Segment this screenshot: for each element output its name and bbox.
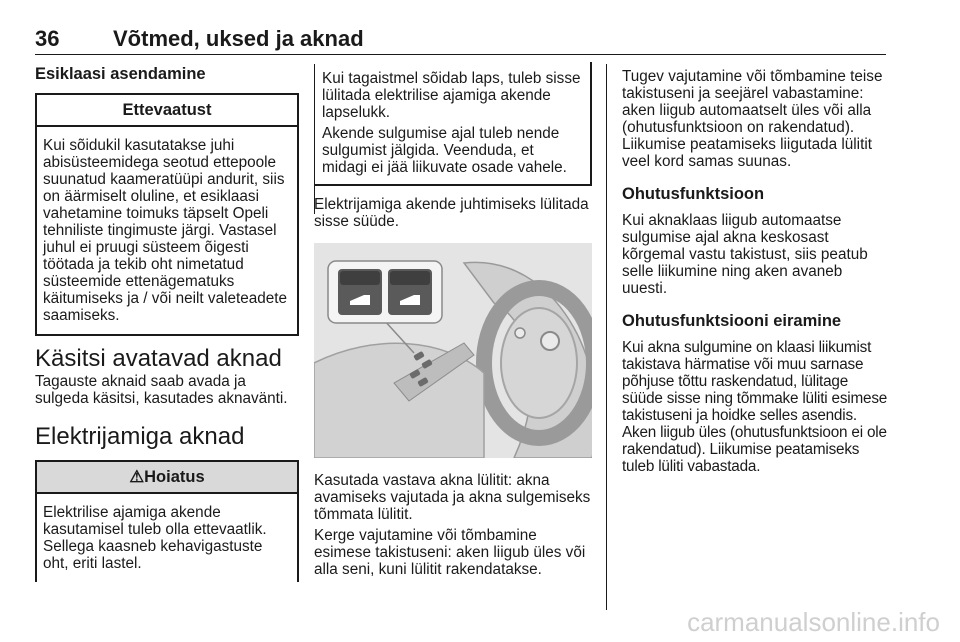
safety-function-heading: Ohutusfunktsioon [622,185,765,203]
power-windows-heading: Elektrijamiga aknad [35,423,245,450]
window-switch-image [314,243,592,458]
manual-windows-text: Tagauste aknaid saab avada ja sulgeda käsitsi, kasutades aknavänti. [35,373,288,407]
column-3 [622,68,890,475]
column-1 [35,62,299,582]
caution-title: Ettevaatust [37,95,297,127]
warning-triangle-icon: ⚠ [129,468,145,486]
override-text: Kui akna sulgumine on klaasi liikumist takistava härmatise või muu sarnase põhjuse tõttu raskendatud, lülitage süüde sisse ning tõmmake lüliti esimese takistuseni ja hoidke selles asendis. Aken liigub üles (ohutusfunktsioon ei ole rakendatud). Liikumise peatamiseks tuleb lüliti vabastada. [622,339,888,475]
child-lock-box [314,62,592,186]
safety-function-text: Kui aknaklaas liigub automaatse sulgumise ajal akna keskosast kõrgemal vastu takistust, siis peatub selle liikumine ning aken avaneb uuesti. [622,212,868,297]
child-lock-text: Kui tagaistmel sõidab laps, tuleb sisse lülitada elektrilise ajamiga akende lapselukk. [322,70,581,121]
switch-usage-text: Kasutada vastava akna lülitit: akna avamiseks vajutada ja akna sulgemiseks tõmmata lülitit. [314,472,591,523]
warning-title: Hoiatus [144,468,205,486]
ignition-text: Elektrijamiga akende juhtimiseks lülitada sisse süüde. [314,196,589,230]
override-heading: Ohutusfunktsiooni eiramine [622,312,842,330]
warning-text: Elektrilise ajamiga akende kasutamisel tuleb olla ettevaatlik. Sellega kaasneb kehavigastuste oht, eriti lastel. [43,504,267,572]
manual-windows-heading: Käsitsi avatavad aknad [35,345,282,372]
page-number: 36 [35,26,60,51]
column-2 [314,62,592,578]
caution-box [35,93,299,336]
windscreen-heading: Esiklaasi asendamine [35,65,206,83]
strong-press-text: Tugev vajutamine või tõmbamine teise takistuseni ja seejärel vabastamine: aken liigub automaatselt üles või alla (ohutusfunktsioon on rakendatud). Liikumise peatamiseks liigutada lülitit veel kord samas suunas. [622,68,883,170]
page-title: Võtmed, uksed ja aknad [113,26,364,51]
warning-box [35,460,299,582]
column-divider-right [606,64,607,610]
header-rule [35,54,886,55]
caution-text: Kui sõidukil kasutatakse juhi abisüsteemidega seotud ettepoole suunatud kaameratüüpi andurit, siis on äärmiselt oluline, et esiklaasi vahetamine toimuks täpselt Opeli tehniliste tingimuste järgi. Vastasel juhul ei pruugi süsteem õigesti töötada ja tekib oht nimetatud süsteemide ettenägematuks käitumiseks ja / või neilt valeteadete saamiseks. [43,137,288,324]
watermark: carmanualsonline.info [687,607,940,637]
warning-header [37,462,297,494]
light-press-text: Kerge vajutamine või tõmbamine esimese takistuseni: aken liigub üles või alla seni, kuni lülitit rakendatakse. [314,527,586,578]
window-switch-illustration [314,243,592,458]
closing-watch-text: Akende sulgumise ajal tuleb nende sulgumist jälgida. Veenduda, et midagi ei jää liikuvate osade vahele. [322,125,567,176]
